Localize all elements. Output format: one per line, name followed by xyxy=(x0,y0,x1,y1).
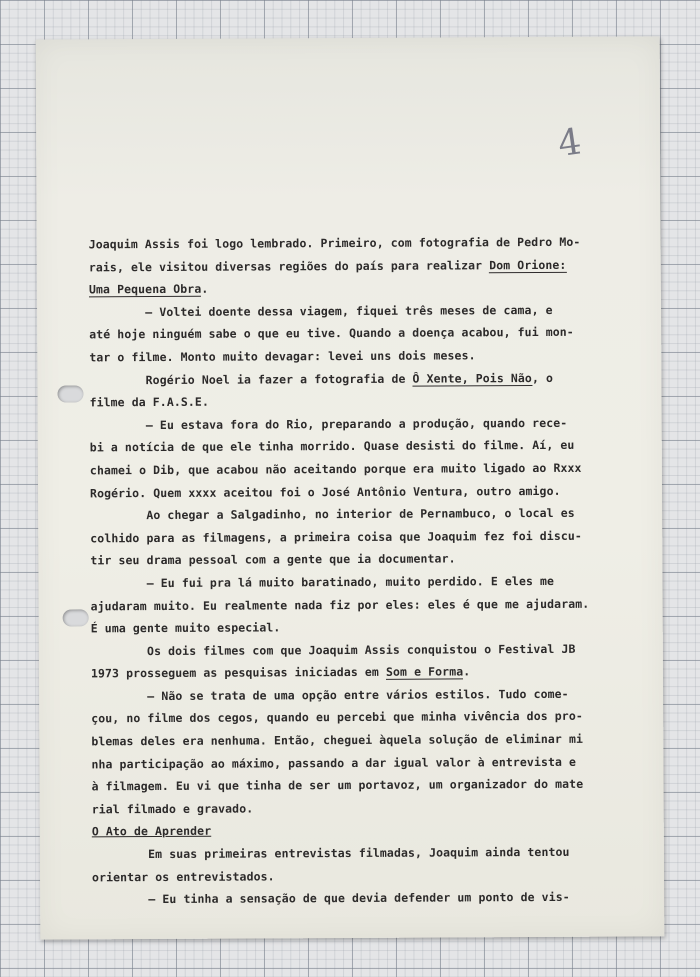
underlined-title: Ô Xente, Pois Não xyxy=(412,370,532,386)
text-line: Ao chegar a Salgadinho, no interior de Pernambuco, o local es xyxy=(90,505,575,523)
text-line: Rogério. Quem xxxx aceitou foi o José Antônio Ventura, outro amigo. xyxy=(89,483,561,500)
text-line: Os dois filmes com que Joaquim Assis conquistou o Festival JB xyxy=(90,641,576,659)
typewritten-page xyxy=(36,36,665,939)
body-text xyxy=(89,231,633,912)
text-line: — Não se trata de uma opção entre vários estilos. Tudo come- xyxy=(91,686,569,704)
text-segment: Rogério Noel ia fazer a fotografia de xyxy=(89,371,413,387)
text-line xyxy=(89,366,629,391)
text-line: — Eu tinha a sensação de que devia defender um ponto de vis- xyxy=(92,890,570,907)
text-line: orientar os entrevistados. xyxy=(91,869,275,884)
text-line: colhido para as filmagens, a primeira coisa que Joaquim fez foi discu- xyxy=(90,528,582,546)
text-segment: rais, ele visitou diversas regiões do país para realizar xyxy=(88,257,490,274)
underlined-title: Som e Forma xyxy=(385,664,464,680)
body-lines xyxy=(89,231,632,821)
text-line: bi a notícia de que ele tinha morrido. Quase desisti do filme. Aí, eu xyxy=(89,438,575,455)
text-line: chamei o Dib, que acabou não aceitando porque era muito ligado ao Rxxx xyxy=(89,460,582,478)
text-line: ajudaram muito. Eu realmente nada fiz por eles: eles é que me ajudaram. xyxy=(90,596,590,613)
text-line: filme da F.A.S.E. xyxy=(89,394,209,410)
text-line: até hoje ninguém sabe o que eu tive. Quando a doença acabou, fui mon- xyxy=(89,325,574,342)
text-segment: . xyxy=(201,281,209,296)
text-segment: 1973 prosseguem as pesquisas iniciadas em xyxy=(90,665,387,681)
text-line: nha participação ao máximo, passando a dar igual valor à entrevista e xyxy=(91,754,577,772)
body-lines-after xyxy=(92,841,632,912)
text-line: Em suas primeiras entrevistas filmadas, Joaquim ainda tentou xyxy=(91,844,570,862)
text-line: — Eu fui pra lá muito baratinado, muito perdido. E eles me xyxy=(90,573,555,591)
text-line: rial filmado e gravado. xyxy=(91,801,254,817)
punch-hole-top xyxy=(57,385,83,402)
text-line xyxy=(89,276,629,301)
handwritten-page-number: 4 xyxy=(555,121,582,166)
punch-hole-bottom xyxy=(63,609,89,626)
text-line: à filmagem. Eu vi que tinha de ser um portavoz, um organizador do mate xyxy=(91,777,584,794)
text-line xyxy=(89,253,629,278)
text-line: — Voltei doente dessa viagem, fiquei três meses de cama, e xyxy=(89,302,553,320)
text-line xyxy=(91,660,631,685)
text-line: Joaquim Assis foi logo lembrado. Primeiro, com fotografia de Pedro Mo- xyxy=(88,234,581,252)
text-line: — Eu estava fora do Rio, preparando a produção, quando rece- xyxy=(89,415,568,433)
text-line: É uma gente muito especial. xyxy=(90,620,281,636)
underlined-title: Uma Pequena Obra xyxy=(88,281,202,297)
text-segment: , o xyxy=(531,370,554,385)
text-line: tar o filme. Monto muito devagar: levei uns dois meses. xyxy=(89,348,476,365)
text-line: blemas deles era nenhuma. Então, cheguei àquela solução de eliminar mi xyxy=(91,731,584,749)
underlined-title: Dom Orione: xyxy=(489,257,567,272)
section-title: O Ato de Aprender xyxy=(91,824,212,839)
text-line: tir seu drama pessoal com a gente que ia documentar. xyxy=(90,551,456,568)
text-segment: . xyxy=(463,664,471,679)
text-line: çou, no filme dos cegos, quando eu percebi que minha vivência dos pro- xyxy=(91,709,583,726)
